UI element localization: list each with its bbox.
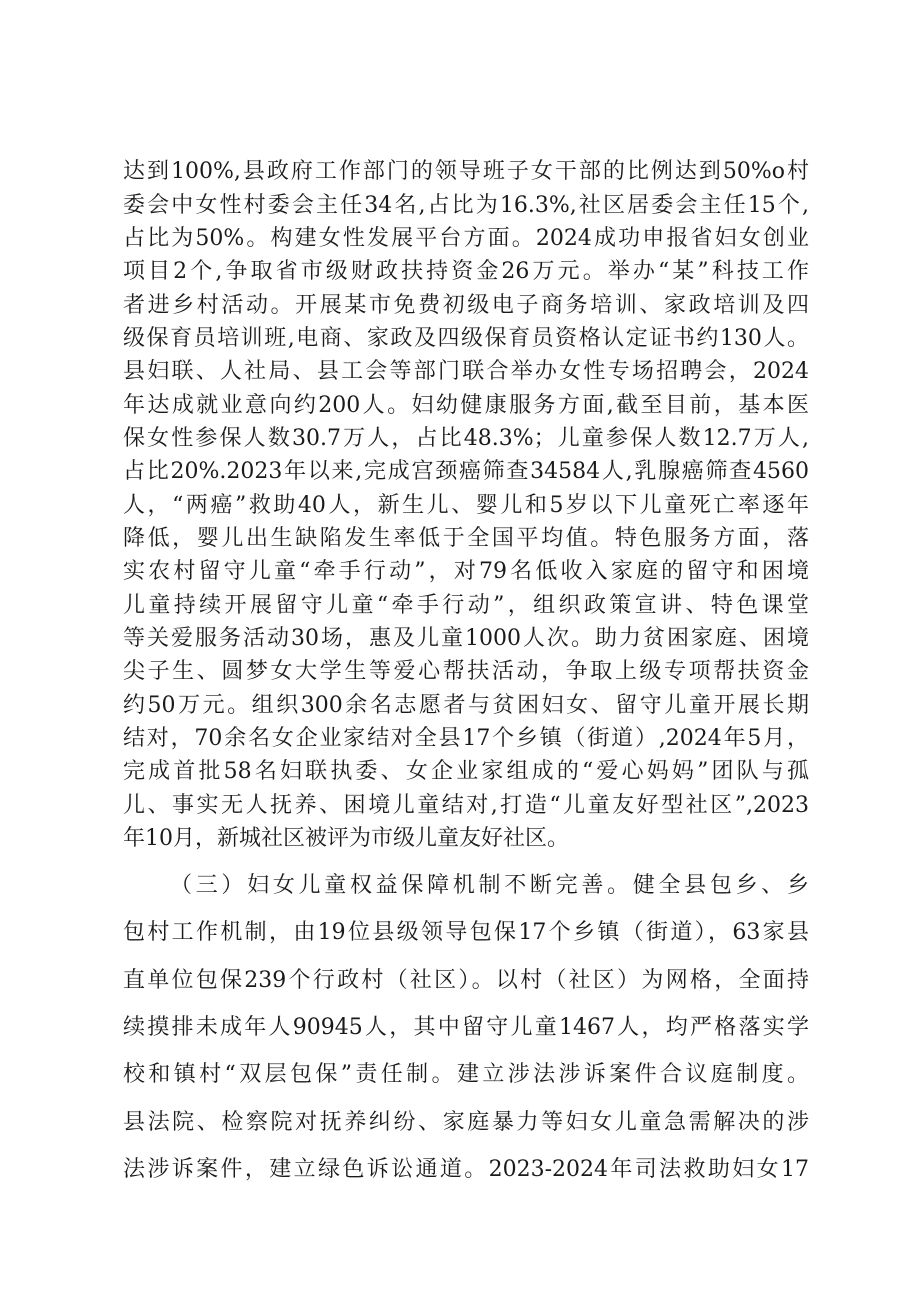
text-line: 人，“两癌”救助40人，新生儿、婴儿和5岁以下儿童死亡率逐年 xyxy=(123,493,809,518)
text-line: 儿、事实无人抚养、困境儿童结对,打造“儿童友好型社区”,2023 xyxy=(123,793,809,818)
text-line: 约50万元。组织300余名志愿者与贫困妇女、留守儿童开展长期 xyxy=(123,693,809,718)
text-line: 直单位包保239个行政村（社区）。以村（社区）为网格，全面持 xyxy=(123,968,809,993)
text-line: 委会中女性村委会主任34名,占比为16.3%,社区居委会主任15个, xyxy=(123,193,809,218)
text-line: 实农村留守儿童“牵手行动”，对79名低收入家庭的留守和困境 xyxy=(123,559,809,584)
text-line: 项目2个,争取省市级财政扶持资金26万元。举办“某”科技工作 xyxy=(123,259,809,284)
text-line: 者进乡村活动。开展某市免费初级电子商务培训、家政培训及四 xyxy=(123,293,809,318)
text-line: 保女性参保人数30.7万人，占比48.3%；儿童参保人数12.7万人, xyxy=(123,426,809,451)
text-line: 法涉诉案件，建立绿色诉讼通道。2023-2024年司法救助妇女17 xyxy=(123,1157,809,1182)
text-line: 县妇联、人社局、县工会等部门联合举办女性专场招聘会，2024 xyxy=(123,359,809,384)
text-line: 年达成就业意向约200人。妇幼健康服务方面,截至目前，基本医 xyxy=(123,393,809,418)
text-line: 年10月，新城社区被评为市级儿童友好社区。 xyxy=(123,826,569,851)
section-heading-line: （三）妇女儿童权益保障机制不断完善。健全县包乡、乡 xyxy=(170,873,809,898)
text-line: 级保育员培训班,电商、家政及四级保育员资格认定证书约130人。 xyxy=(123,326,809,351)
text-line: 完成首批58名妇联执委、女企业家组成的“爱心妈妈”团队与孤 xyxy=(123,759,809,784)
text-line: 儿童持续开展留守儿童“牵手行动”，组织政策宣讲、特色课堂 xyxy=(123,593,809,618)
text-line: 等关爱服务活动30场，惠及儿童1000人次。助力贫困家庭、困境 xyxy=(123,626,809,651)
text-line: 占比20%.2023年以来,完成宫颈癌筛查34584人,乳腺癌筛查4560 xyxy=(123,459,809,484)
text-line: 占比为50%。构建女性发展平台方面。2024成功申报省妇女创业 xyxy=(123,226,809,251)
text-line: 结对，70余名女企业家结对全县17个乡镇（街道）,2024年5月， xyxy=(123,726,809,751)
text-line: 包村工作机制，由19位县级领导包保17个乡镇（街道），63家县 xyxy=(123,920,809,945)
text-line: 校和镇村“双层包保”责任制。建立涉法涉诉案件合议庭制度。 xyxy=(123,1062,809,1087)
text-line: 尖子生、圆梦女大学生等爱心帮扶活动，争取上级专项帮扶资金 xyxy=(123,659,809,684)
text-line: 达到100%,县政府工作部门的领导班子女干部的比例达到50%o村 xyxy=(123,159,809,184)
text-line: 续摸排未成年人90945人，其中留守儿童1467人，均严格落实学 xyxy=(123,1015,809,1040)
text-line: 县法院、检察院对抚养纠纷、家庭暴力等妇女儿童急需解决的涉 xyxy=(123,1110,809,1135)
text-line: 降低，婴儿出生缺陷发生率低于全国平均值。特色服务方面，落 xyxy=(123,526,809,551)
